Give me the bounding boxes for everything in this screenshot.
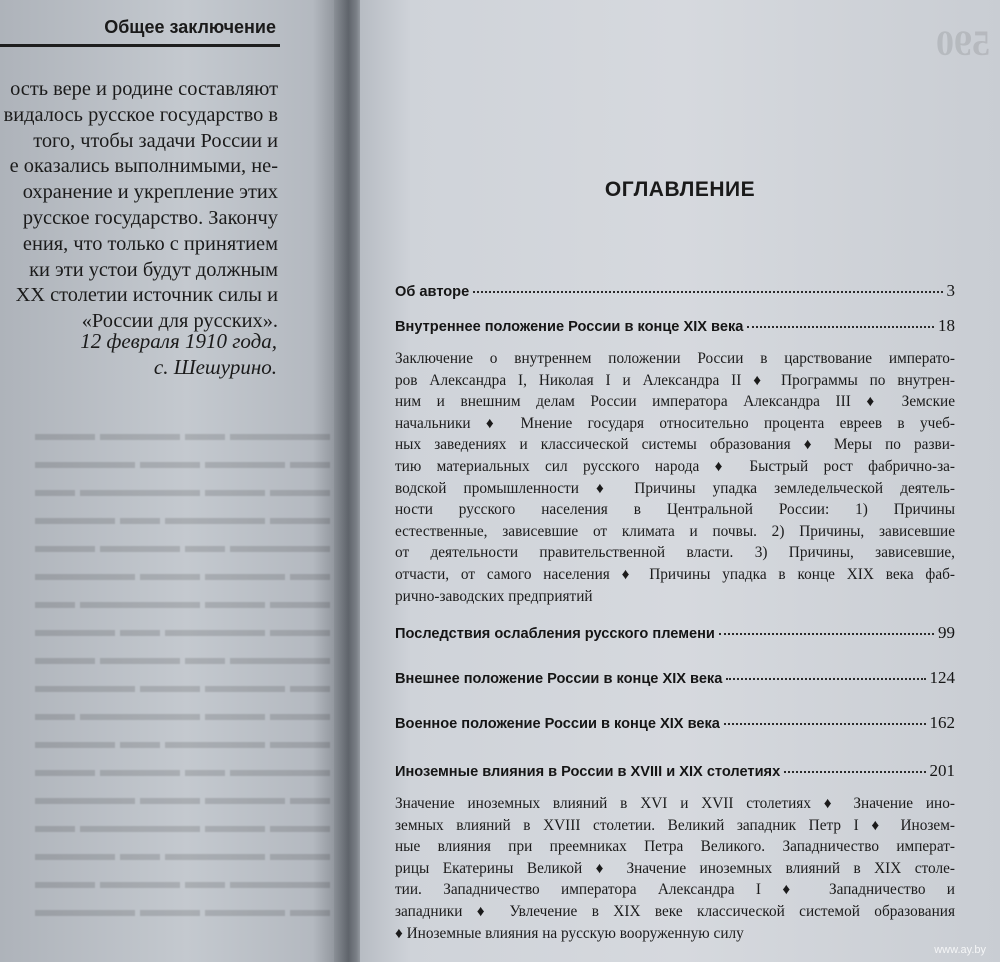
toc-entry-consequences[interactable] [395,623,955,643]
leader-dots [719,633,934,635]
toc-entry-foreign-description [395,793,955,944]
toc-entry-title: Внешнее положение России в конце XIX века [395,671,723,687]
text-line: русское государство. Закончу [22,206,278,229]
text-line: ения, что только с принятием [22,232,278,255]
leader-dots [784,771,925,773]
toc-page-number: 201 [929,761,955,780]
text-line: Заключение о внутреннем положении России в царствование императо- [395,350,955,367]
text-line: ных заведениях и классической системы образования ♦ Меры по разви- [395,436,955,454]
header-rule [0,44,280,47]
text-line: ♦ Иноземные влияния на русскую вооруженную силу [395,924,744,942]
toc-entry-title: Об авторе [395,284,470,300]
toc-entry-military[interactable] [395,713,955,733]
toc-page-number: 3 [946,281,955,300]
text-line: е оказались выполнимыми, не- [9,155,278,178]
show-through-page-number: 590 [936,23,990,63]
text-line: XX столетии источник силы и [15,284,278,307]
show-through-texture: ▬▬▬ ▬▬▬▬ ▬▬ ▬▬▬▬▬ ▬▬▬▬▬ ▬▬▬ ▬▬▬▬ ▬▬ ▬▬ ▬▬▬▬▬▬ ▬▬▬ ▬▬▬ ▬▬▬▬ ▬▬ ▬▬▬▬▬ ▬▬▬ ▬▬▬ ▬▬▬▬ ▬▬ ▬▬▬▬▬ ▬▬▬▬▬ ▬▬▬ ▬▬▬▬ ▬▬ ▬▬ ▬▬▬▬▬▬ ▬▬▬ ▬▬▬ ▬▬▬▬ ▬▬ ▬▬▬▬▬ ▬▬▬ ▬▬▬ ▬▬▬▬ ▬▬ ▬▬▬▬▬ ▬▬▬▬▬ ▬▬▬ ▬▬▬▬ ▬▬ ▬▬ ▬▬▬▬▬▬ ▬▬▬ ▬▬▬ ▬▬▬▬ ▬▬ ▬▬▬▬▬ ▬▬▬ ▬▬▬ ▬▬▬▬ ▬▬ ▬▬▬▬▬ ▬▬▬▬▬ ▬▬▬ ▬▬▬▬ ▬▬ ▬▬ ▬▬▬▬▬▬ ▬▬▬ ▬▬▬ ▬▬▬▬ ▬▬ ▬▬▬▬▬ ▬▬▬ ▬▬▬ ▬▬▬▬ ▬▬ ▬▬▬▬▬ ▬▬▬▬▬ ▬▬▬ ▬▬▬▬ ▬▬ [35,423,330,921]
left-page [0,0,340,962]
toc-entry-title: Внутреннее положение России в конце XIX века [395,319,744,335]
running-head: Общее заключение [104,17,276,37]
toc-entry-about-author[interactable] [395,281,955,301]
text-line: земных влияний в XVIII столетии. Великий западник Петр I ♦ Инозем- [395,816,955,834]
toc-entry-internal[interactable] [395,316,955,336]
text-line: рично-заводских предприятий [395,587,593,605]
text-line: «России для русских». [81,310,278,333]
text-line: тию материальных сил русского народа ♦ Быстрый рост фабрично-за- [395,457,955,475]
toc-entry-internal-description [395,348,955,607]
text-line: охранение и укрепление этих [22,181,278,204]
left-page-text [0,77,278,335]
text-line: тии. Западничество императора Александра I ♦ Западничество и [395,881,955,899]
toc-entry-title: Военное положение России в конце XIX века [395,716,720,732]
text-line: естественные, зависевшие от климата и почвы. 2) Причины, зависевшие [395,522,955,540]
text-line: ров Александра I, Николая I и Александра II ♦ Программы по внутрен- [395,371,955,389]
signature-block [0,328,277,380]
text-line: ость вере и родине составляют [10,78,278,100]
toc-page-number: 18 [938,316,955,335]
toc-page-number: 124 [929,668,955,687]
leader-dots [747,326,934,328]
text-line: видалось русское государство в [3,103,278,126]
leader-dots [724,723,926,725]
text-line: ки эти устои будут должным [29,258,278,281]
watermark: www.ay.by [934,944,986,956]
toc-entry-title: Иноземные влияния в России в XVIII и XIX столетиях [395,764,781,780]
toc-heading: ОГЛАВЛЕНИЕ [604,178,756,201]
toc-entry-external[interactable] [395,668,955,688]
toc-entry-foreign-influences[interactable] [395,761,955,781]
text-line: водской промышленности ♦ Причины упадка земледельческой деятель- [395,479,955,497]
text-line: того, чтобы задачи России и [33,129,278,152]
signature-date: 12 февраля 1910 года, [80,329,277,353]
text-line: ним и внешним делам России императора Александра III ♦ Земские [395,393,955,411]
text-line: Значение иноземных влияний в XVI и XVII столетиях ♦ Значение ино- [395,795,955,812]
toc-page-number: 99 [938,623,955,642]
text-line: начальники ♦ Мнение государя относительно процента евреев в учеб- [395,414,955,432]
text-line: западники ♦ Увлечение в XIX веке классической системой образования [395,902,955,920]
text-line: от деятельности правительственной власти. 3) Причины, зависевшие, [395,544,955,562]
leader-dots [473,291,942,293]
toc-entry-title: Последствия ослабления русского племени [395,626,715,642]
leader-dots [726,678,925,680]
text-line: ные влияния при преемниках Петра Великого. Западничество императ- [395,838,955,856]
right-page [360,0,1000,962]
signature-place: с. Шешурино. [153,355,277,379]
toc-page-number: 162 [929,713,955,732]
text-line: отчасти, от самого населения ♦ Причины упадка в конце XIX века фаб- [395,565,955,583]
text-line: ности русского населения в Центральной России: 1) Причины [395,501,955,519]
text-line: рицы Екатерины Великой ♦ Значение иноземных влияний в XIX столе- [395,859,955,877]
